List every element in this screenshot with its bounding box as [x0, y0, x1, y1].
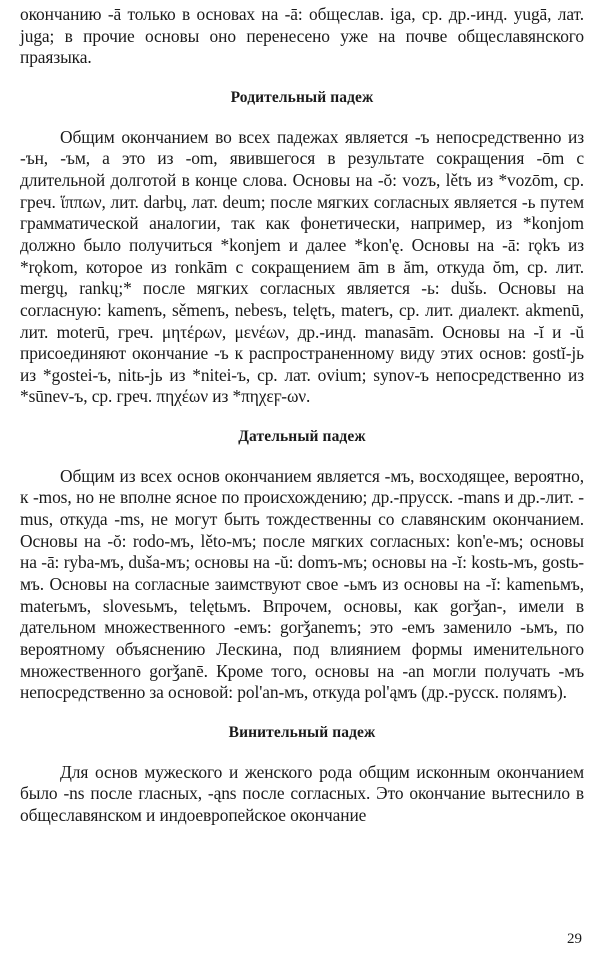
section-heading-genitive: Родительный падеж: [230, 88, 374, 106]
section-heading-dative: Дательный падеж: [238, 428, 366, 446]
section-paragraph-accusative: Для основ мужеского и женского рода общим исконным окончанием было -ns после гласных, -ąns после согласных. Это окончание вытеснило в общеславянском и индоевропейское окончание: [20, 761, 584, 825]
section-paragraph-genitive: Общим окончанием во всех падежах является -ъ непосредственно из -ън, -ъм, а это из -om, явившегося в результате сокращения -ōm с длительной долготой в конце слова. Основы на -ŏ: vozъ, lětъ из *vozōm, ср. греч. ἵππων, лит. darbų, лат. deum; после мягких согласных является -ь путем грамматической аналогии, так как фонетически, например, из *konjom должно было получиться *konjem и далее *kon'ę. Основы на -ā: rǫkъ из *rǫkom, которое из ronkām с сокращением ām в ăm, откуда ŏm, ср. лит. mergų, rankų;* после мягких согласных является -ь: dušь. Основы на согласную: kamenъ, sěmenъ, nebesъ, telętъ, materъ, ср. лит. диалект. akmenū, лит. moterū, греч. μητέρων, μενέων, др.-инд. manasām. Основы на -ĭ и -ŭ присоединяют окончание -ъ к распространенному виду этих основ: gostĭ-jь из *gostei-ъ, nitь-jь из *nitei-ъ, ср. лат. ovium; synov-ъ непосредственно из *sūnev-ъ, ср. греч. πηχέων из *πηχεϝ-ων.: [20, 126, 584, 407]
intro-paragraph: окончанию -ā только в основах на -ā: общеслав. iga, ср. др.-инд. yugā, лат. juga; в прочие основы оно перенесено уже на почве общеславянского праязыка.: [20, 4, 584, 68]
section-heading-accusative: Винительный падеж: [228, 724, 376, 741]
section-paragraph-dative: Общим из всех основ окончанием является -мъ, восходящее, вероятно, к -mos, но не вполне ясное по происхождению; др.-прусск. -mans и др.-лит. -mus, откуда -ms, не могут быть тождественны со славянским окончанием. Основы на -ŏ: rodo-мъ, lěto-мъ; после мягких согласных: kon'e-мъ; основы на -ā: ryba-мъ, duša-мъ; основы на -ŭ: domъ-мъ; основы на -ĭ: kostь-мъ, gostь-мъ. Основы на согласные заимствуют свое -ьмъ из основы на -ĭ: kamenьмъ, materьмъ, slovesьмъ, telętьмъ. Впрочем, основы, как gorǯan-, имели в дательном множественного -емъ: gorǯanemъ; это -емъ заменило -ьмъ, по вероятному объяснению Лескина, под влиянием формы именительного множественного gorǯanē. Кроме того, основы на -an могли получать -мъ непосредственно за основой: pol'an-мъ, откуда pol'ąмъ (др.-русск. полямъ).: [20, 465, 584, 703]
page-number: 29: [567, 931, 582, 947]
page-body: [20, 4, 584, 827]
